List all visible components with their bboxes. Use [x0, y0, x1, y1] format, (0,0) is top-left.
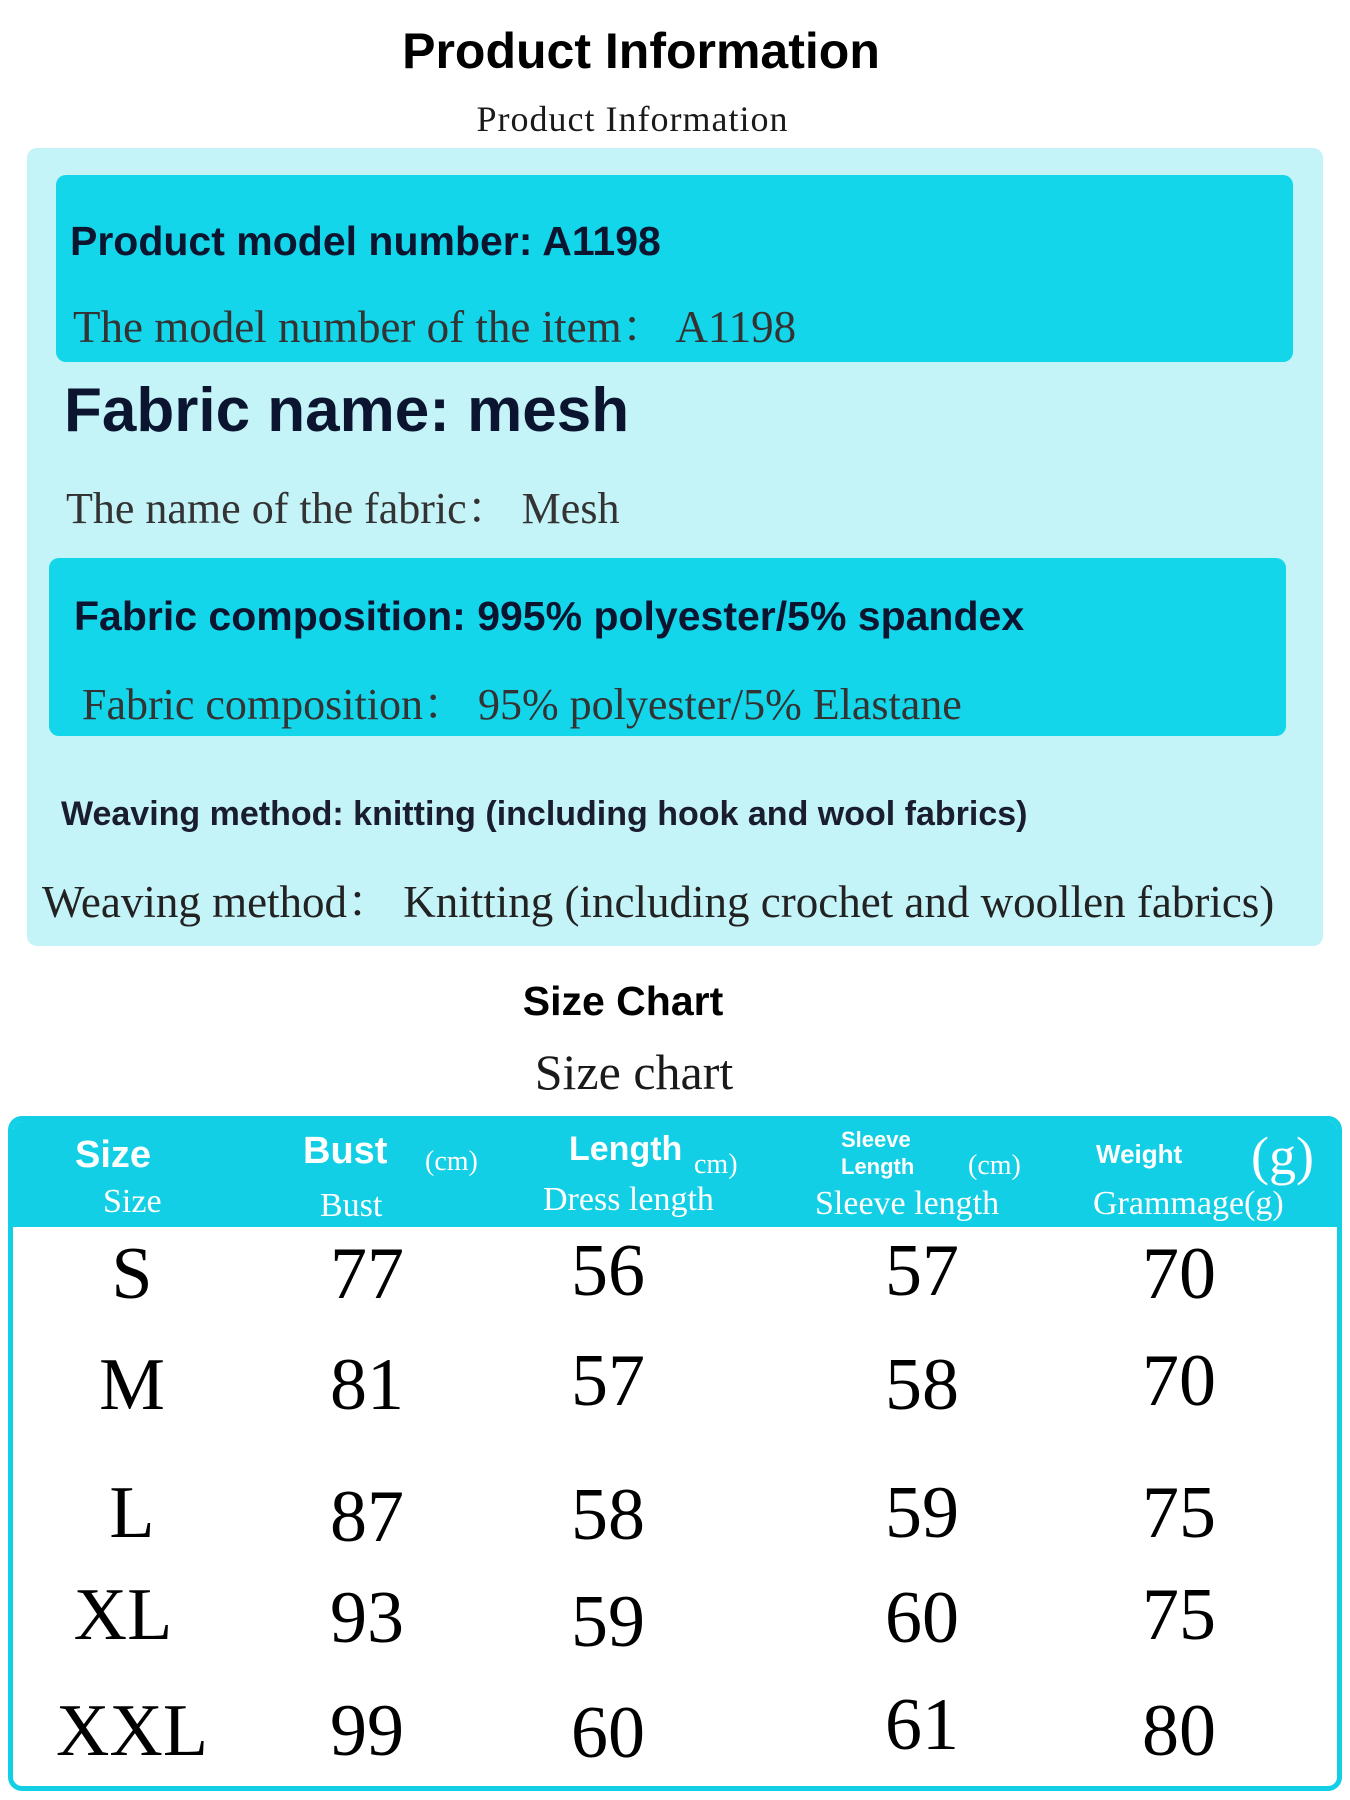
header-bust-unit: (cm)	[425, 1146, 478, 1177]
cell-weight-xl: 75	[1142, 1574, 1216, 1656]
cell-length-xxl: 60	[571, 1692, 645, 1774]
cell-size-xl: XL	[73, 1574, 173, 1656]
page-subtitle: Product Information	[476, 99, 789, 139]
header-sleeve-line1: Sleeve	[841, 1127, 911, 1152]
header-sleeve-line2: Length	[841, 1154, 915, 1179]
weaving-method-description: Weaving method： Knitting (including crochet and woollen fabrics)	[42, 877, 1275, 927]
table-header-row	[13, 1121, 1337, 1227]
fabric-name-description: The name of the fabric： Mesh	[66, 484, 620, 533]
cell-bust-xxl: 99	[330, 1690, 404, 1772]
cell-size-xxl: XXL	[55, 1690, 209, 1772]
fabric-name-heading: Fabric name: mesh	[64, 376, 630, 445]
model-number-heading: Product model number: A1198	[70, 218, 661, 264]
size-chart-title: Size Chart	[522, 978, 724, 1024]
page-title: Product Information	[402, 23, 880, 79]
cell-bust-l: 87	[330, 1476, 404, 1558]
cell-length-m: 57	[571, 1340, 645, 1422]
cell-size-s: S	[111, 1233, 153, 1315]
cell-sleeve-m: 58	[885, 1344, 959, 1426]
cell-bust-m: 81	[330, 1344, 404, 1426]
cell-sleeve-xxl: 61	[885, 1684, 959, 1766]
size-chart-subtitle: Size chart	[534, 1044, 734, 1100]
header-size: Size	[75, 1134, 152, 1176]
cell-size-m: M	[99, 1344, 165, 1426]
header-weight-unit: (g)	[1251, 1126, 1314, 1186]
cell-weight-l: 75	[1142, 1472, 1216, 1554]
header-weight: Weight	[1096, 1139, 1183, 1169]
cell-size-l: L	[109, 1472, 155, 1554]
header-length-sub: Dress length	[543, 1181, 714, 1218]
weaving-method-heading: Weaving method: knitting (including hook and wool fabrics)	[61, 795, 1028, 833]
cell-sleeve-xl: 60	[885, 1577, 959, 1659]
cell-length-l: 58	[571, 1474, 645, 1556]
cell-weight-m: 70	[1142, 1340, 1216, 1422]
cell-weight-xxl: 80	[1142, 1690, 1216, 1772]
header-length: Length	[569, 1130, 683, 1168]
cell-length-xl: 59	[571, 1581, 645, 1663]
size-chart-table	[8, 1116, 1342, 1791]
composition-heading: Fabric composition: 995% polyester/5% spandex	[74, 593, 1025, 639]
header-bust-sub: Bust	[320, 1187, 383, 1224]
header-size-sub: Size	[103, 1183, 162, 1220]
composition-description: Fabric composition： 95% polyester/5% Elastane	[82, 680, 962, 729]
cell-sleeve-s: 57	[885, 1230, 959, 1312]
header-bust: Bust	[303, 1130, 388, 1172]
header-weight-sub: Grammage(g)	[1093, 1185, 1284, 1222]
model-number-description: The model number of the item： A1198	[73, 302, 797, 352]
header-length-unit: cm)	[694, 1149, 738, 1180]
cell-sleeve-l: 59	[885, 1472, 959, 1554]
header-sleeve-sub: Sleeve length	[815, 1185, 1000, 1222]
cell-length-s: 56	[571, 1230, 645, 1312]
header-sleeve-unit: (cm)	[968, 1150, 1021, 1181]
cell-bust-xl: 93	[330, 1577, 404, 1659]
cell-bust-s: 77	[330, 1233, 404, 1315]
cell-weight-s: 70	[1142, 1233, 1216, 1315]
